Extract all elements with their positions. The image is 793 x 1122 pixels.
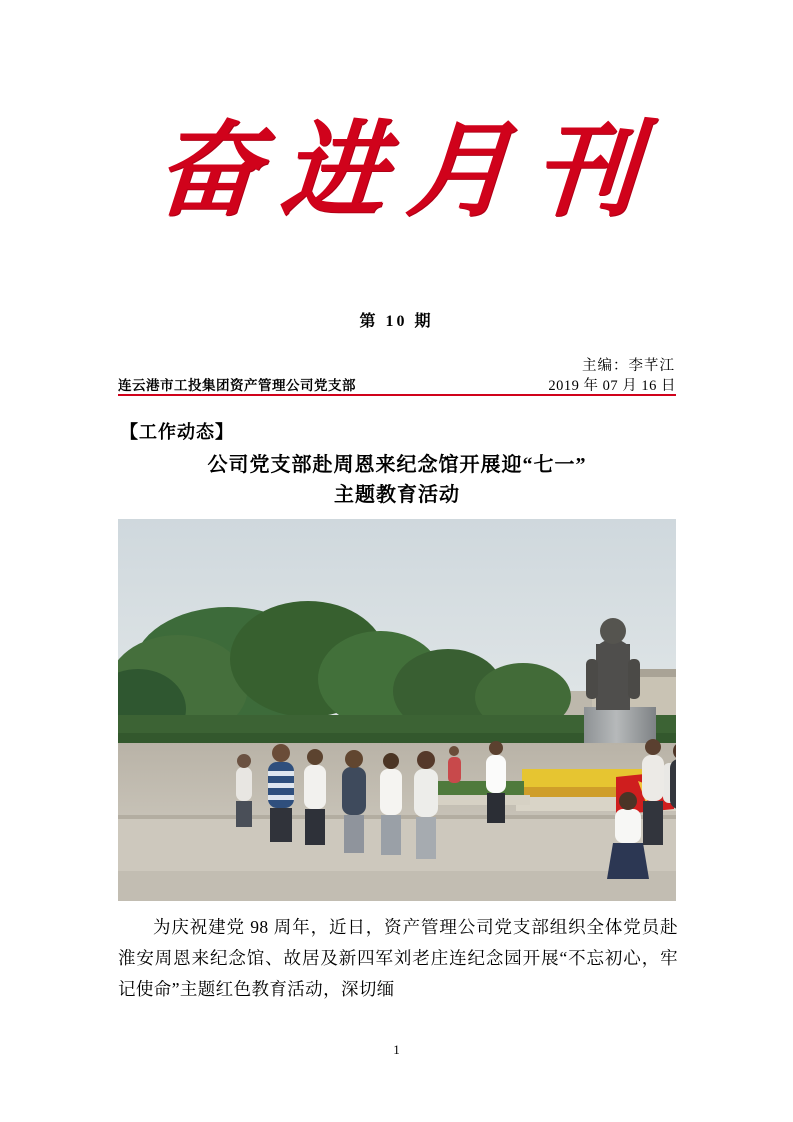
article-photo [118, 519, 676, 901]
article-body [118, 912, 678, 1005]
organization-name: 连云港市工投集团资产管理公司党支部 [118, 378, 356, 393]
article-title [118, 450, 676, 510]
section-tag: 【工作动态】 [120, 422, 234, 442]
issue-number: 第 10 期 [359, 313, 434, 330]
article-paragraph: 为庆祝建党 98 周年，近日，资产管理公司党支部组织全体党员赴淮安周恩来纪念馆、故居及新四军刘老庄连纪念园开展“不忘初心，牢记使命”主题红色教育活动，深切缅 [118, 917, 678, 999]
masthead [0, 114, 793, 229]
editor-credit: 主编：李芊江 [582, 358, 675, 374]
article-title-line1: 公司党支部赴周恩来纪念馆开展迎“七一” [207, 454, 587, 476]
photo-illustration [118, 519, 676, 901]
page-number: 1 [393, 1042, 400, 1057]
issue-date: 2019 年 07 月 16 日 [548, 378, 676, 394]
masthead-title: 奋进月刊 [151, 114, 664, 229]
article-title-line2: 主题教育活动 [334, 484, 460, 506]
header-divider [118, 394, 676, 396]
